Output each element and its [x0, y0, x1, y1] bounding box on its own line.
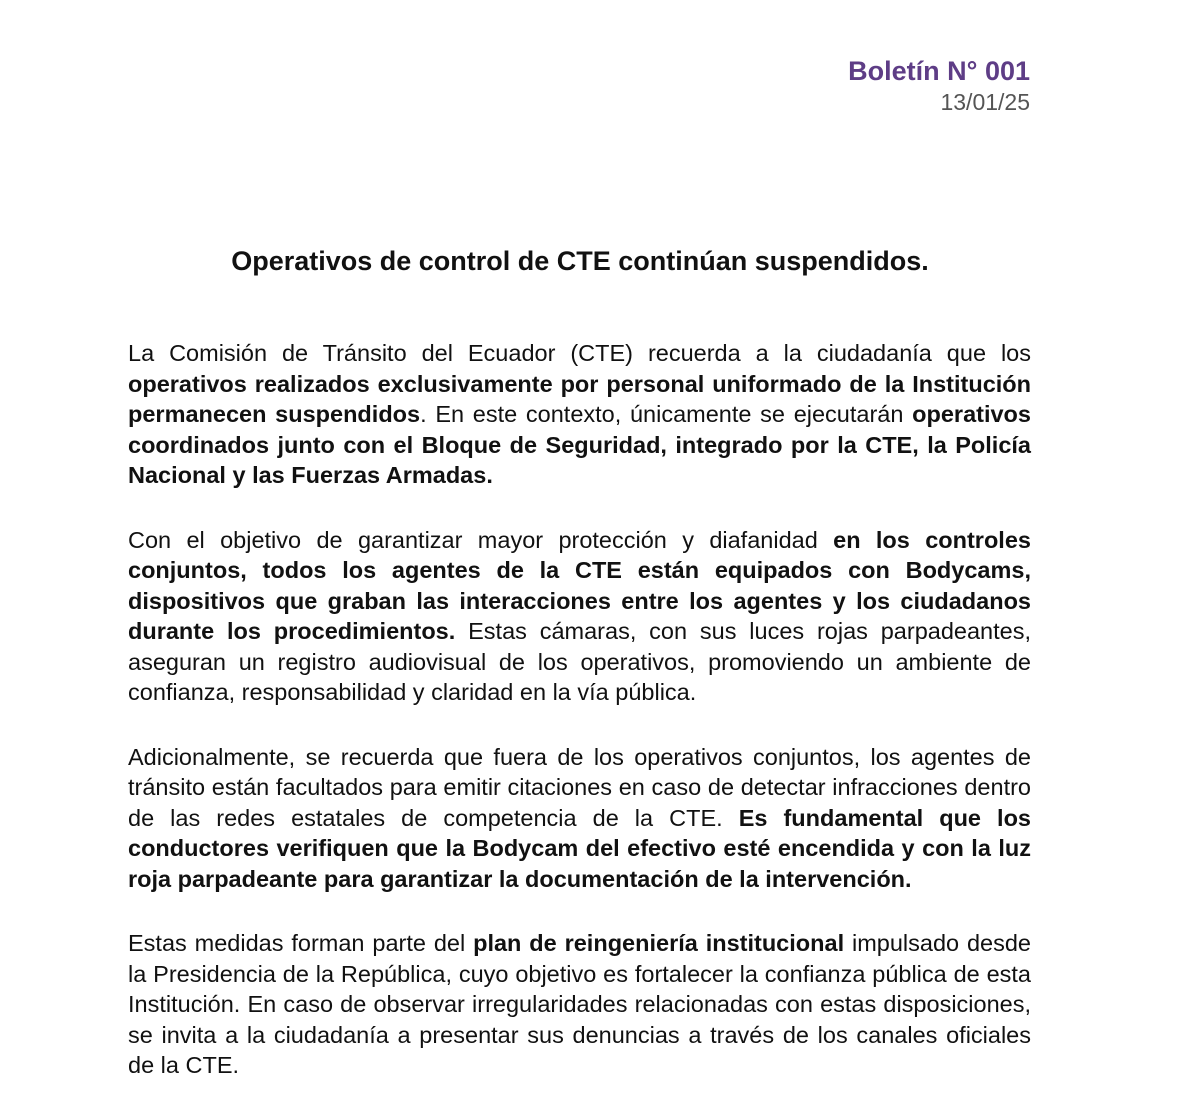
paragraph-segment: impulsado desde la Presidencia de la República, cuyo objetivo es fortalecer la confianza pública de esta Institución. En caso de observar irregularidades relacionadas con estas disposiciones, se invita a la ciudadanía a presentar sus denuncias a través de los canales oficiales de la CTE. [128, 930, 1032, 1078]
paragraph-segment: La Comisión de Tránsito del Ecuador (CTE) recuerda a la ciudadanía que los [128, 340, 1031, 366]
bulletin-body [128, 338, 1031, 1115]
paragraph-4 [128, 928, 1031, 1081]
paragraph-bold-segment: en los controles conjuntos, todos los agentes de la CTE están equipados con Bodycams, dispositivos que graban las interacciones entre los agentes y los ciudadanos durante los procedimientos. [128, 526, 1031, 644]
paragraph-bold-segment: operativos realizados exclusivamente por personal uniformado de la Institución permanecen suspendidos [128, 370, 1031, 427]
paragraph-2 [128, 525, 1031, 708]
paragraph-segment: Estas medidas forman parte del [128, 930, 474, 956]
paragraph-segment: Adicionalmente, se recuerda que fuera de los operativos conjuntos, los agentes de tránsito están facultados para emitir citaciones en caso de detectar infracciones dentro de las redes estatales de competencia de la CTE. [128, 743, 1031, 831]
page-title: Operativos de control de CTE continúan suspendidos. [231, 246, 929, 276]
bulletin-date: 13/01/25 [940, 89, 1030, 115]
paragraph-segment: Con el objetivo de garantizar mayor protección y diafanidad [128, 526, 834, 553]
bulletin-number: Boletín N° 001 [848, 56, 1030, 86]
paragraph-segment: Estas cámaras, con sus luces rojas parpadeantes, aseguran un registro audiovisual de los operativos, promoviendo un ambiente de confianza, responsabilidad y claridad en la vía pública. [128, 618, 1031, 705]
paragraph-3 [128, 742, 1031, 895]
bulletin-header [848, 54, 1030, 116]
paragraph-1 [128, 338, 1031, 491]
paragraph-bold-segment: operativos coordinados junto con el Bloque de Seguridad, integrado por la CTE, la Policía Nacional y las Fuerzas Armadas. [128, 401, 1031, 488]
paragraph-bold-segment: plan de reingeniería institucional [473, 930, 845, 956]
paragraph-segment: . En este contexto, únicamente se ejecutarán [420, 401, 913, 427]
paragraph-bold-segment: Es fundamental que los conductores verifiquen que la Bodycam del efectivo esté encendida y con la luz roja parpadeante para garantizar la documentación de la intervención. [128, 804, 1031, 892]
